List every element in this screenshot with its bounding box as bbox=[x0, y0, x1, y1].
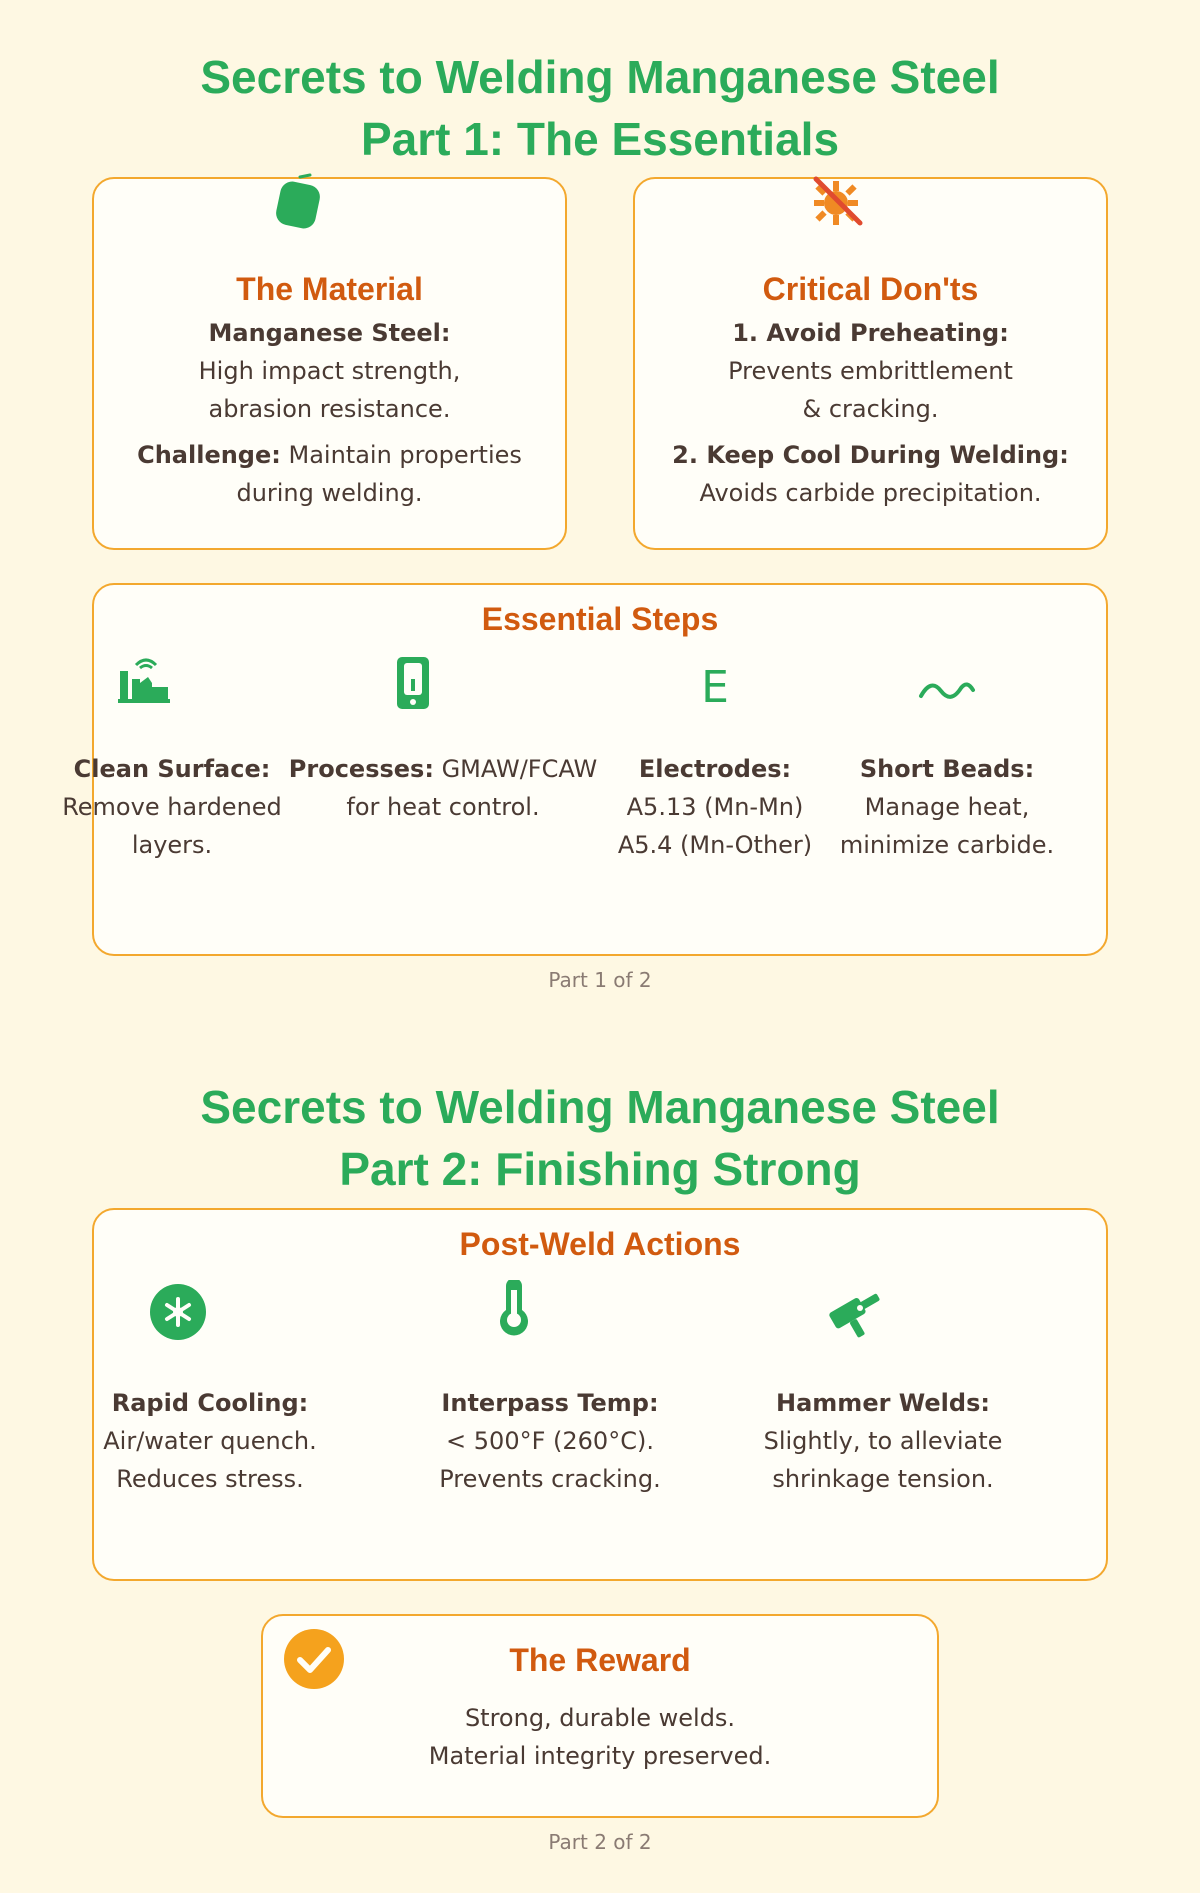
action-cooling bbox=[80, 1384, 340, 1498]
action-hammer-label: Hammer Welds: bbox=[776, 1389, 990, 1417]
donts-text bbox=[635, 314, 1106, 512]
no-heat-icon bbox=[808, 173, 868, 233]
cooling-icon bbox=[149, 1283, 207, 1341]
factory-icon bbox=[118, 653, 170, 705]
action-interpass-line1: < 500°F (260°C). bbox=[446, 1427, 654, 1455]
part1-title bbox=[0, 46, 1200, 170]
reward-text bbox=[263, 1699, 937, 1775]
donts-label1: 1. Avoid Preheating: bbox=[732, 319, 1009, 347]
action-hammer bbox=[733, 1384, 1033, 1498]
step-beads-line2: minimize carbide. bbox=[839, 831, 1055, 859]
step-beads-line1: Manage heat, bbox=[864, 793, 1030, 821]
letter-e-icon: E bbox=[701, 662, 729, 713]
step-clean bbox=[52, 750, 292, 864]
action-hammer-line1: Slightly, to alleviate bbox=[763, 1427, 1003, 1455]
step-processes-line0 bbox=[283, 750, 603, 788]
steel-chunk-icon bbox=[270, 173, 326, 233]
step-beads-label: Short Beads: bbox=[859, 755, 1035, 783]
challenge-text: Maintain properties bbox=[280, 441, 522, 469]
step-electrodes-line2: A5.4 (Mn-Other) bbox=[617, 831, 813, 859]
part1-page-indicator: Part 1 of 2 bbox=[548, 968, 652, 992]
challenge-label: Challenge: bbox=[137, 441, 281, 469]
donts-label2: 2. Keep Cool During Welding: bbox=[672, 441, 1069, 469]
reward-line1: Strong, durable welds. bbox=[464, 1704, 736, 1732]
step-processes-inline: GMAW/FCAW bbox=[433, 755, 598, 783]
material-card bbox=[92, 177, 567, 550]
challenge-line bbox=[94, 436, 565, 474]
part2-title-line2: Part 2: Finishing Strong bbox=[339, 1143, 861, 1195]
action-cooling-line2: Reduces stress. bbox=[116, 1465, 304, 1493]
part2-title bbox=[0, 1076, 1200, 1200]
material-heading: The Material bbox=[236, 271, 423, 307]
reward-heading: The Reward bbox=[509, 1642, 691, 1678]
donts-card bbox=[633, 177, 1108, 550]
part2-title-line1: Secrets to Welding Manganese Steel bbox=[200, 1081, 1000, 1133]
step-processes-line1: for heat control. bbox=[346, 793, 540, 821]
wave-icon bbox=[917, 676, 977, 706]
reward-card bbox=[261, 1614, 939, 1818]
steps-heading: Essential Steps bbox=[481, 601, 719, 637]
material-text bbox=[94, 314, 565, 512]
material-line1: High impact strength, bbox=[198, 357, 461, 385]
part2-page-indicator: Part 2 of 2 bbox=[548, 1830, 652, 1854]
hammer-icon bbox=[826, 1288, 886, 1340]
donts-line3: Avoids carbide precipitation. bbox=[699, 479, 1042, 507]
action-interpass-line2: Prevents cracking. bbox=[439, 1465, 661, 1493]
step-electrodes-label: Electrodes: bbox=[638, 755, 792, 783]
part1-title-line2: Part 1: The Essentials bbox=[360, 113, 840, 165]
action-hammer-line2: shrinkage tension. bbox=[772, 1465, 994, 1493]
step-beads bbox=[827, 750, 1067, 864]
challenge-line2: during welding. bbox=[236, 479, 423, 507]
check-circle-icon bbox=[283, 1628, 345, 1690]
donts-line2: & cracking. bbox=[802, 395, 939, 423]
action-cooling-label: Rapid Cooling: bbox=[111, 1389, 309, 1417]
step-clean-line2: layers. bbox=[131, 831, 213, 859]
step-clean-label: Clean Surface: bbox=[73, 755, 271, 783]
step-clean-line1: Remove hardened bbox=[62, 793, 282, 821]
action-interpass-label: Interpass Temp: bbox=[441, 1389, 659, 1417]
donts-line1: Prevents embrittlement bbox=[728, 357, 1013, 385]
actions-heading: Post-Weld Actions bbox=[459, 1226, 741, 1262]
step-processes bbox=[283, 750, 603, 826]
donts-heading: Critical Don'ts bbox=[762, 271, 979, 307]
reward-line2: Material integrity preserved. bbox=[428, 1742, 772, 1770]
step-processes-label: Processes: bbox=[288, 755, 434, 783]
device-icon bbox=[393, 655, 433, 711]
thermometer-icon bbox=[490, 1280, 538, 1336]
step-electrodes-line1: A5.13 (Mn-Mn) bbox=[626, 793, 804, 821]
action-cooling-line1: Air/water quench. bbox=[103, 1427, 317, 1455]
step-electrodes bbox=[600, 750, 830, 864]
material-label: Manganese Steel: bbox=[208, 319, 451, 347]
material-line2: abrasion resistance. bbox=[208, 395, 451, 423]
action-interpass bbox=[410, 1384, 690, 1498]
part1-title-line1: Secrets to Welding Manganese Steel bbox=[200, 51, 1000, 103]
